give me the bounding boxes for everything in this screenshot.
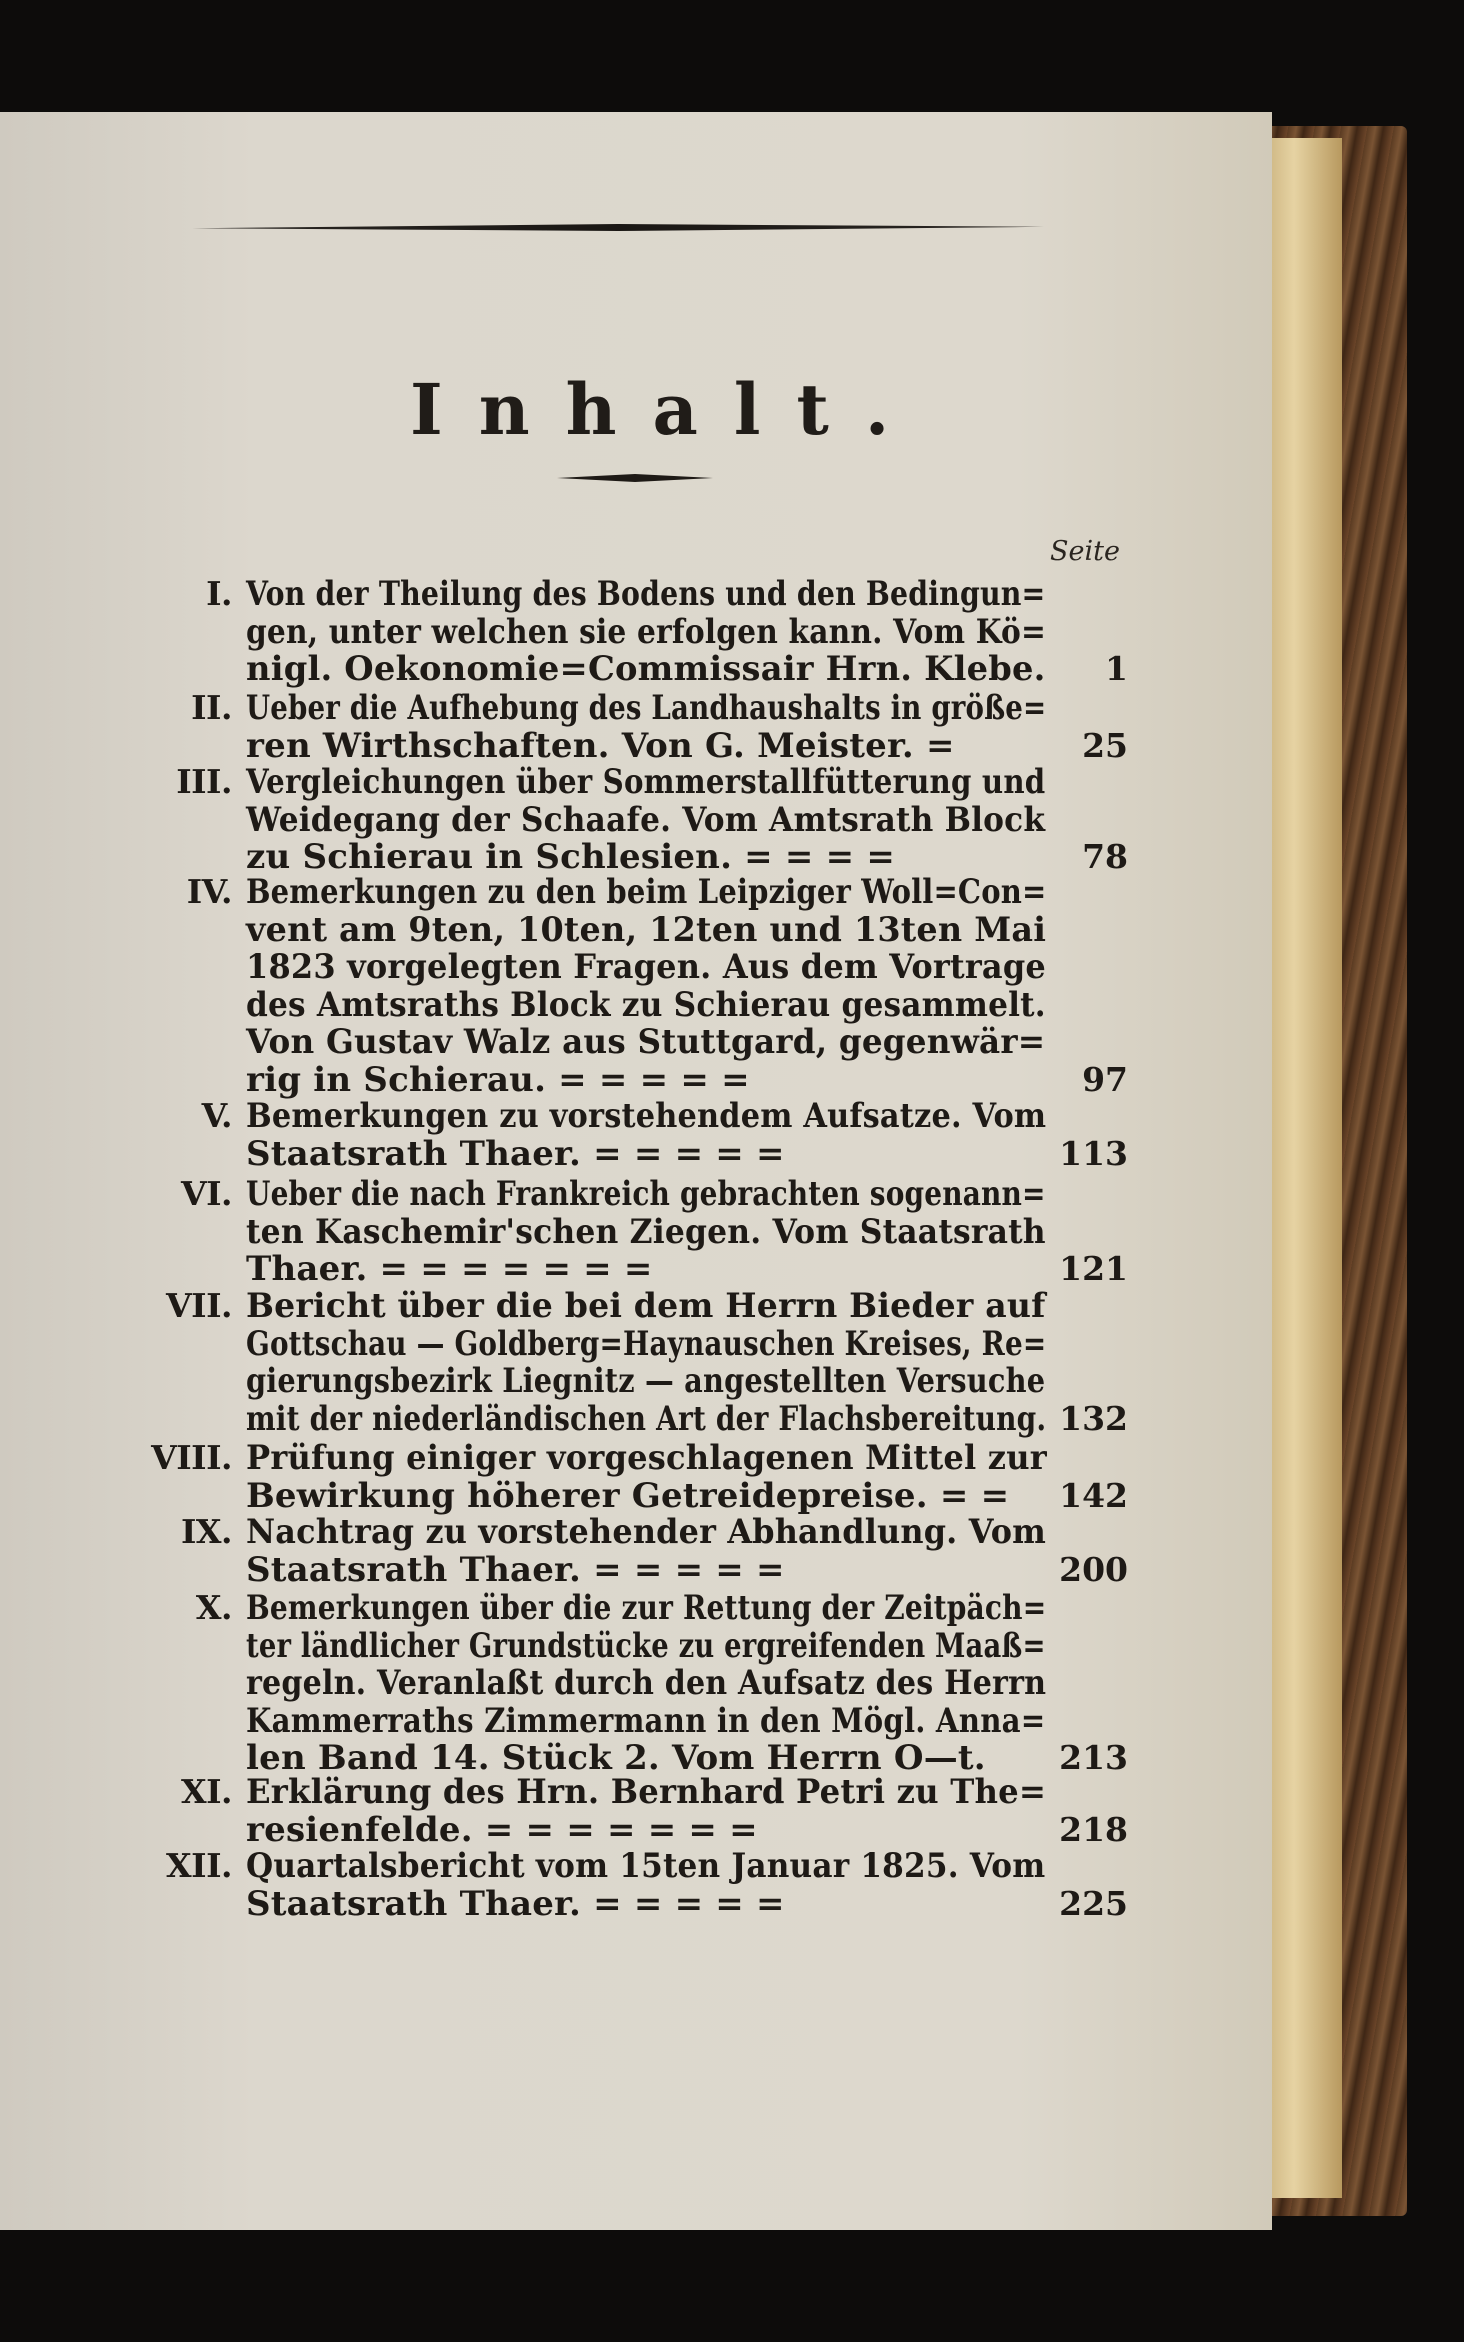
entry-page-number: 213 [1059,1738,1128,1777]
entry-page-number: 142 [1059,1475,1128,1515]
entry-title-line: Prüfung einiger vorgeschlagenen Mittel zur [246,1438,1047,1478]
entry-title-line: ter ländlicher Grundstücke zu ergreifenden Maaß= [246,1625,1046,1666]
entry-title-line: Von der Theilung des Bodens und den Bedingun= [246,574,1046,614]
entry-title-line: Bemerkungen über die zur Rettung der Zeitpäch= [246,1588,1047,1628]
entry-title-line: zu Schierau in Schlesien. = = = = [246,837,896,877]
entry-title-line: Vergleichungen über Sommerstallfütterung und [246,762,1046,802]
entry-title-line: des Amtsraths Block zu Schierau gesammelt. [246,984,1046,1025]
entry-title-line: regeln. Veranlaßt durch den Aufsatz des Herrn [246,1663,1047,1703]
entry-page-number: 132 [1059,1398,1128,1438]
entry-title-line: resienfelde. = = = = = = = [246,1809,758,1850]
entry-title-line: Erklärung des Hrn. Bernhard Petri zu The= [246,1772,1047,1812]
entry-title-line: Bewirkung höherer Getreidepreise. = = [246,1475,1010,1516]
entry-title-line: gen, unter welchen sie erfolgen kann. Vom Kö= [246,611,1047,652]
entry-title-line: ren Wirthschaften. Von G. Meister. = [246,725,955,766]
entry-number: X. [195,1588,232,1627]
entry-title-line: ten Kaschemir'schen Ziegen. Vom Staatsrath [246,1211,1046,1252]
entry-number: V. [201,1096,232,1135]
entry-number: IV. [186,872,232,911]
entry-number: II. [191,688,232,727]
entry-page-number: 225 [1059,1883,1128,1923]
entry-title-line: Bemerkungen zu vorstehendem Aufsatze. Vom [246,1096,1047,1136]
entry-title-line: len Band 14. Stück 2. Vom Herrn O—t. [246,1738,986,1778]
entry-title-line: Ueber die Aufhebung des Landhaushalts in größe= [246,688,1047,728]
entry-title-line: Kammerraths Zimmermann in den Mögl. Anna= [246,1700,1046,1741]
entry-page-number: 218 [1059,1809,1128,1849]
page-block-edge [1262,138,1342,2198]
entry-number: XII. [166,1846,232,1885]
entry-title-line: mit der niederländischen Art der Flachsbereitung. [246,1398,1047,1439]
entry-title-line: gierungsbezirk Liegnitz — angestellten Versuche [246,1361,1046,1401]
entry-title-line: Gottschau — Goldberg=Haynauschen Kreises, Re= [246,1323,1047,1364]
entry-title-line: Weidegang der Schaafe. Vom Amtsrath Block [246,799,1046,840]
entry-page-number: 97 [1082,1059,1128,1099]
entry-title-line: Staatsrath Thaer. = = = = = [246,1883,785,1924]
page-title: Inhalt. [410,368,926,451]
entry-title-line: Staatsrath Thaer. = = = = = [246,1133,785,1174]
entry-page-number: 113 [1059,1133,1128,1173]
entry-number: IX. [180,1512,232,1551]
entry-title-line: Quartalsbericht vom 15ten Januar 1825. Vom [246,1846,1046,1886]
entry-page-number: 200 [1059,1549,1128,1589]
entry-title-line: Bemerkungen zu den beim Leipziger Woll=Con= [246,872,1047,912]
entry-page-number: 1 [1105,649,1128,688]
entry-title-line: Von Gustav Walz aus Stuttgard, gegenwär= [246,1022,1046,1062]
entry-title-line: Nachtrag zu vorstehender Abhandlung. Vom [246,1512,1047,1552]
entry-title-line: 1823 vorgelegten Fragen. Aus dem Vortrage [246,947,1046,987]
entry-number: III. [176,762,232,801]
entry-title-line: Thaer. = = = = = = = [246,1249,653,1289]
entry-page-number: 78 [1082,837,1128,876]
entry-title-line: nigl. Oekonomie=Commissair Hrn. Klebe. [246,649,1046,689]
entry-title-line: Ueber die nach Frankreich gebrachten sogenann= [246,1174,1046,1214]
entry-title-line: Staatsrath Thaer. = = = = = [246,1549,785,1590]
seite-label: Seite [1050,536,1120,567]
entry-page-number: 25 [1082,725,1128,765]
entry-number: VIII. [151,1438,232,1477]
entry-number: VII. [166,1286,232,1325]
entry-page-number: 121 [1059,1249,1128,1288]
entry-title-line: Bericht über die bei dem Herrn Bieder auf [246,1286,1046,1326]
entry-number: XI. [180,1772,232,1811]
entry-number: I. [206,574,232,613]
entry-number: VI. [180,1174,232,1213]
entry-title-line: vent am 9ten, 10ten, 12ten und 13ten Mai [246,909,1047,950]
entry-title-line: rig in Schierau. = = = = = [246,1059,750,1100]
